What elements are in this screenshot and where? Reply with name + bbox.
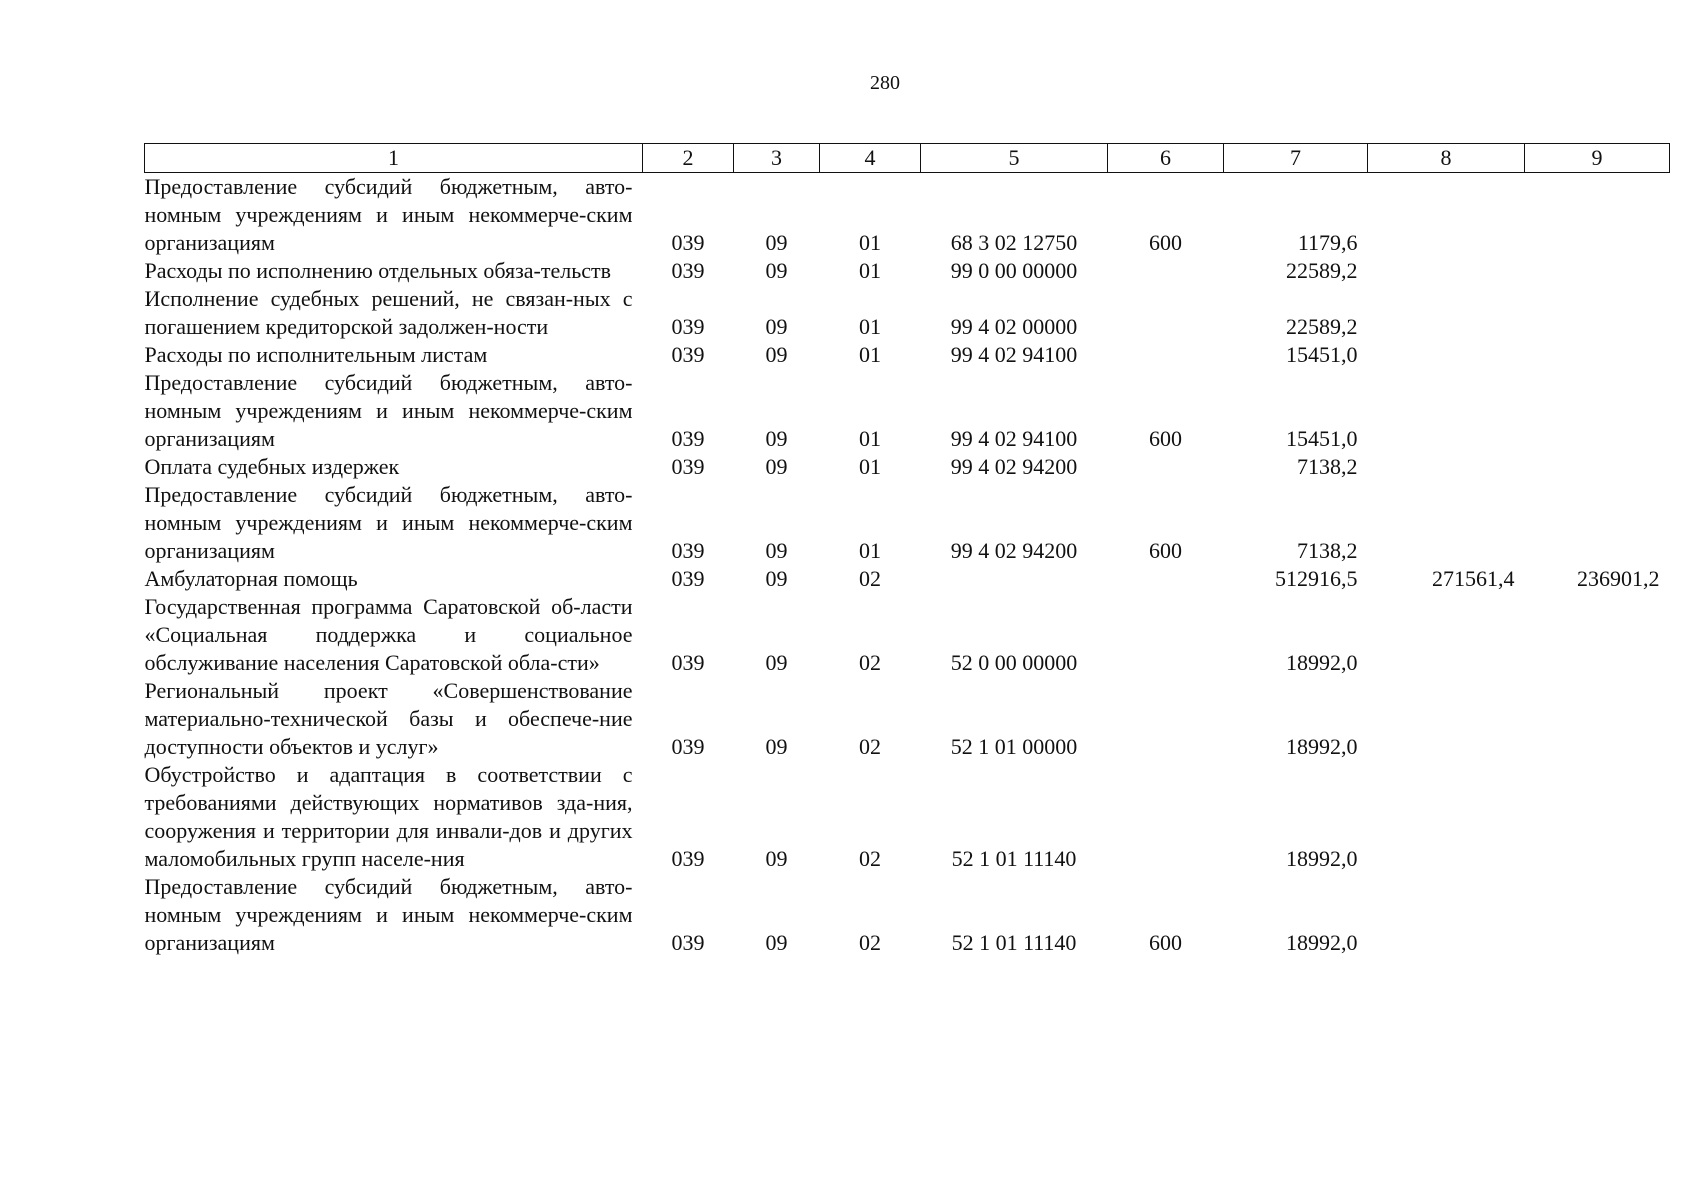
- row-col-2: 039: [671, 566, 705, 591]
- row-col-8: [1368, 369, 1525, 453]
- row-col-6: [1108, 677, 1224, 761]
- row-col-4: 01: [859, 538, 881, 563]
- row-col-2: 039: [671, 258, 705, 283]
- table-body: [145, 173, 1670, 958]
- row-col-5: 52 1 01 00000: [950, 734, 1078, 759]
- row-col-5: 99 4 02 94100: [950, 342, 1078, 367]
- table-header: [145, 144, 1670, 173]
- row-col-2: 039: [671, 930, 705, 955]
- header-col-9: 9: [1525, 144, 1670, 173]
- row-col-7: 7138,2: [1297, 454, 1358, 479]
- table-row: [145, 285, 1670, 341]
- row-col-7: 1179,6: [1297, 230, 1358, 255]
- row-col-7: 18992,0: [1286, 734, 1358, 759]
- table-row: [145, 565, 1670, 593]
- row-col-5: 99 4 02 00000: [950, 314, 1078, 339]
- row-name: Расходы по исполнению отдельных обяза-тельств: [144, 258, 612, 283]
- row-col-5: [921, 565, 1108, 593]
- row-name: Предоставление субсидий бюджетным, авто-номным учреждениям и иным некоммерче-ским организациям: [144, 874, 633, 955]
- row-col-3: 09: [765, 538, 788, 563]
- row-col-6: [1108, 565, 1224, 593]
- table-row: [145, 369, 1670, 453]
- row-col-3: 09: [765, 342, 788, 367]
- row-col-6: [1108, 593, 1224, 677]
- row-col-6: [1108, 257, 1224, 285]
- header-col-3: 3: [734, 144, 820, 173]
- row-name: Предоставление субсидий бюджетным, авто-номным учреждениям и иным некоммерче-ским организациям: [144, 174, 633, 255]
- table-row: [145, 257, 1670, 285]
- row-col-9: [1525, 873, 1670, 957]
- table-row: [145, 593, 1670, 677]
- row-col-8: [1368, 257, 1525, 285]
- row-col-4: 02: [859, 650, 881, 675]
- row-col-3: 09: [765, 734, 788, 759]
- row-col-7: 18992,0: [1286, 930, 1358, 955]
- row-col-9: [1525, 761, 1670, 873]
- row-col-6: 600: [1149, 930, 1182, 955]
- row-col-9: [1525, 593, 1670, 677]
- row-col-9: 236901,2: [1577, 566, 1660, 591]
- row-col-6: [1108, 453, 1224, 481]
- table-row: [145, 761, 1670, 873]
- row-col-4: 01: [859, 314, 881, 339]
- row-col-2: 039: [671, 846, 705, 871]
- row-col-8: [1368, 341, 1525, 369]
- row-col-2: 039: [671, 454, 705, 479]
- row-col-4: 01: [859, 230, 881, 255]
- row-col-9: [1525, 369, 1670, 453]
- row-col-3: 09: [765, 230, 788, 255]
- table-row: [145, 481, 1670, 565]
- row-col-7: 22589,2: [1286, 258, 1358, 283]
- row-col-2: 039: [671, 538, 705, 563]
- row-col-3: 09: [765, 454, 788, 479]
- row-col-7: 22589,2: [1286, 314, 1358, 339]
- row-col-6: [1108, 761, 1224, 873]
- row-name: Амбулаторная помощь: [144, 566, 358, 591]
- row-col-3: 09: [765, 314, 788, 339]
- table-row: [145, 173, 1670, 258]
- row-col-7: 15451,0: [1286, 426, 1358, 451]
- row-col-3: 09: [765, 930, 788, 955]
- row-col-5: 52 0 00 00000: [950, 650, 1078, 675]
- row-col-8: [1368, 761, 1525, 873]
- row-col-4: 01: [859, 342, 881, 367]
- table-row: [145, 873, 1670, 957]
- row-col-9: [1525, 173, 1670, 258]
- row-col-9: [1525, 453, 1670, 481]
- row-col-3: 09: [765, 258, 788, 283]
- row-col-2: 039: [671, 314, 705, 339]
- row-col-5: 52 1 01 11140: [951, 846, 1077, 871]
- header-col-8: 8: [1368, 144, 1525, 173]
- row-col-9: [1525, 257, 1670, 285]
- row-col-6: 600: [1149, 230, 1182, 255]
- row-name: Расходы по исполнительным листам: [144, 342, 488, 367]
- header-col-2: 2: [643, 144, 734, 173]
- row-col-2: 039: [671, 342, 705, 367]
- row-name: Региональный проект «Совершенствование материально-технической базы и обеспече-ние доступности объектов и услуг»: [144, 678, 633, 759]
- row-col-8: [1368, 481, 1525, 565]
- row-col-8: [1368, 677, 1525, 761]
- row-col-4: 01: [859, 258, 881, 283]
- row-col-7: 15451,0: [1286, 342, 1358, 367]
- header-col-6: 6: [1108, 144, 1224, 173]
- row-col-4: 01: [859, 454, 881, 479]
- row-col-3: 09: [765, 426, 788, 451]
- row-col-8: 271561,4: [1432, 566, 1515, 591]
- row-col-8: [1368, 593, 1525, 677]
- row-col-2: 039: [671, 230, 705, 255]
- row-col-5: 99 4 02 94200: [950, 538, 1078, 563]
- row-name: Предоставление субсидий бюджетным, авто-номным учреждениям и иным некоммерче-ским организациям: [144, 482, 633, 563]
- row-col-7: 18992,0: [1286, 846, 1358, 871]
- row-col-4: 02: [859, 846, 881, 871]
- budget-table: [144, 143, 1670, 957]
- row-col-9: [1525, 285, 1670, 341]
- table-row: [145, 677, 1670, 761]
- row-col-6: 600: [1149, 538, 1182, 563]
- row-col-7: 18992,0: [1286, 650, 1358, 675]
- row-col-2: 039: [671, 650, 705, 675]
- row-col-5: 99 4 02 94200: [950, 454, 1078, 479]
- header-col-4: 4: [820, 144, 921, 173]
- row-col-4: 02: [859, 734, 881, 759]
- row-col-8: [1368, 453, 1525, 481]
- row-col-9: [1525, 341, 1670, 369]
- row-col-2: 039: [671, 426, 705, 451]
- row-col-8: [1368, 173, 1525, 258]
- row-col-2: 039: [671, 734, 705, 759]
- header-col-1: 1: [145, 144, 643, 173]
- row-col-4: 02: [859, 566, 881, 591]
- row-name: Исполнение судебных решений, не связан-ных с погашением кредиторской задолжен-ности: [144, 286, 633, 339]
- row-name: Предоставление субсидий бюджетным, авто-номным учреждениям и иным некоммерче-ским организациям: [144, 370, 633, 451]
- row-col-6: 600: [1149, 426, 1182, 451]
- row-name: Оплата судебных издержек: [144, 454, 400, 479]
- row-col-5: 52 1 01 11140: [951, 930, 1077, 955]
- row-col-5: 99 4 02 94100: [950, 426, 1078, 451]
- row-col-5: 68 3 02 12750: [950, 230, 1078, 255]
- row-col-8: [1368, 285, 1525, 341]
- header-col-7: 7: [1224, 144, 1368, 173]
- row-col-4: 02: [859, 930, 881, 955]
- table-row: [145, 341, 1670, 369]
- row-col-7: 7138,2: [1297, 538, 1358, 563]
- row-col-7: 512916,5: [1275, 566, 1358, 591]
- row-name: Государственная программа Саратовской об-ласти «Социальная поддержка и социальное обслуживание населения Саратовской обла-сти»: [144, 594, 633, 675]
- row-col-6: [1108, 341, 1224, 369]
- row-col-3: 09: [765, 846, 788, 871]
- row-col-3: 09: [765, 566, 788, 591]
- row-col-9: [1525, 677, 1670, 761]
- row-col-3: 09: [765, 650, 788, 675]
- row-col-9: [1525, 481, 1670, 565]
- row-col-4: 01: [859, 426, 881, 451]
- header-col-5: 5: [921, 144, 1108, 173]
- table-row: [145, 453, 1670, 481]
- row-col-6: [1108, 285, 1224, 341]
- page-number: 280: [870, 72, 900, 94]
- row-name: Обустройство и адаптация в соответствии с требованиями действующих нормативов зда-ния, сооружения и территории для инвали-дов и других маломобильных групп населе-ния: [144, 762, 633, 871]
- row-col-8: [1368, 873, 1525, 957]
- row-col-5: 99 0 00 00000: [950, 258, 1078, 283]
